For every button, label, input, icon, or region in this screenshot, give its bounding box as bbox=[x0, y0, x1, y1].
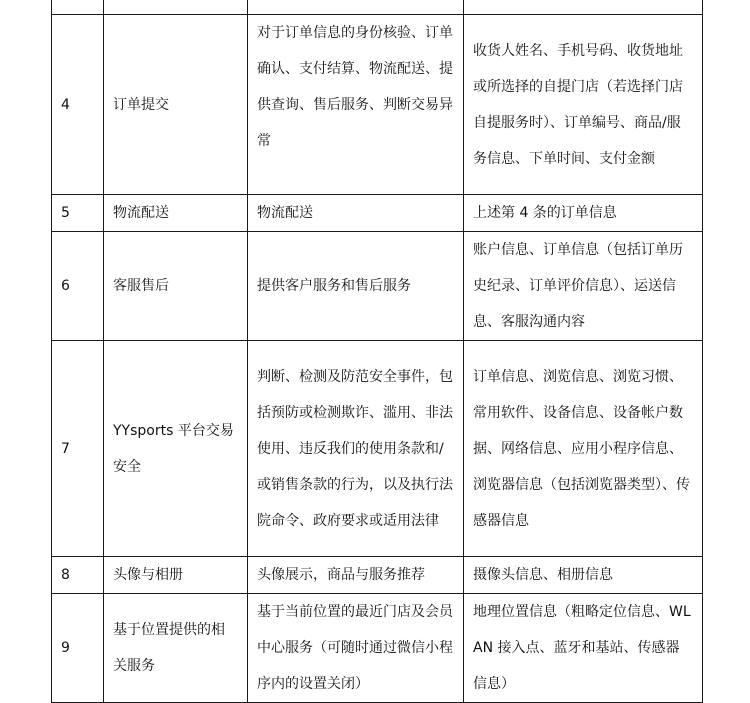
table-row bbox=[52, 232, 703, 341]
info-cell bbox=[464, 0, 703, 15]
row-number: 4 bbox=[61, 96, 70, 113]
function-name: 订单提交 bbox=[113, 96, 169, 113]
row-number: 5 bbox=[61, 205, 70, 221]
purpose-cell bbox=[248, 594, 464, 703]
row-number-cell bbox=[52, 341, 104, 557]
row-number-cell bbox=[52, 232, 104, 341]
purpose-cell bbox=[248, 0, 464, 15]
purpose-cell bbox=[248, 232, 464, 341]
purpose-cell bbox=[248, 557, 464, 594]
function-cell bbox=[104, 195, 248, 232]
purpose-cell bbox=[248, 15, 464, 195]
row-number-cell bbox=[52, 0, 104, 15]
info-text: 摄像头信息、相册信息 bbox=[473, 567, 613, 583]
function-name: 头像与相册 bbox=[113, 567, 183, 583]
table-row bbox=[52, 0, 703, 15]
row-number: 6 bbox=[61, 278, 70, 294]
function-cell bbox=[104, 0, 248, 15]
info-text: 上述第 4 条的订单信息 bbox=[473, 205, 617, 221]
table-row bbox=[52, 15, 703, 195]
purpose-text: 判断、检测及防范安全事件，包括预防或检测欺诈、滥用、非法使用、违反我们的使用条款和/或销售条款的行为，以及执行法院命令、政府要求或适用法律 bbox=[257, 368, 453, 529]
row-number: 7 bbox=[61, 440, 70, 457]
info-text: 订单信息、浏览信息、浏览习惯、常用软件、设备信息、设备帐户数据、网络信息、应用小程序信息、浏览器信息（包括浏览器类型）、传感器信息 bbox=[473, 368, 690, 529]
function-cell bbox=[104, 232, 248, 341]
function-name: YYsports 平台交易安全 bbox=[113, 422, 234, 475]
info-cell bbox=[464, 15, 703, 195]
purpose-text: 头像展示，商品与服务推荐 bbox=[257, 567, 425, 583]
info-text: 账户信息、订单信息（包括订单历史纪录、订单评价信息）、运送信息、客服沟通内容 bbox=[473, 242, 683, 330]
purpose-text: 基于当前位置的最近门店及会员中心服务（可随时通过微信小程序内的设置关闭） bbox=[257, 604, 453, 692]
function-cell bbox=[104, 594, 248, 703]
table-row bbox=[52, 341, 703, 557]
purpose-cell bbox=[248, 341, 464, 557]
info-cell bbox=[464, 594, 703, 703]
purpose-text: 对于订单信息的身份核验、订单确认、支付结算、物流配送、提供查询、售后服务、判断交易异常 bbox=[257, 25, 453, 149]
function-name: 客服售后 bbox=[113, 278, 169, 294]
function-cell bbox=[104, 557, 248, 594]
function-cell bbox=[104, 341, 248, 557]
info-cell bbox=[464, 195, 703, 232]
info-cell bbox=[464, 557, 703, 594]
purpose-text: 物流配送 bbox=[257, 205, 313, 221]
row-number-cell bbox=[52, 557, 104, 594]
info-text: 收货人姓名、手机号码、收货地址或所选择的自提门店（若选择门店自提服务时）、订单编号、商品/服务信息、下单时间、支付金额 bbox=[473, 42, 683, 167]
info-cell bbox=[464, 232, 703, 341]
purpose-cell bbox=[248, 195, 464, 232]
row-number-cell bbox=[52, 594, 104, 703]
function-name: 基于位置提供的相关服务 bbox=[113, 622, 225, 674]
function-cell bbox=[104, 15, 248, 195]
purpose-text: 提供客户服务和售后服务 bbox=[257, 278, 411, 294]
row-number-cell bbox=[52, 15, 104, 195]
table-row bbox=[52, 594, 703, 703]
personal-info-table bbox=[51, 0, 703, 703]
row-number: 9 bbox=[61, 640, 70, 656]
row-number-cell bbox=[52, 195, 104, 232]
info-text: 地理位置信息（粗略定位信息、WLAN 接入点、蓝牙和基站、传感器信息） bbox=[473, 604, 691, 692]
table-row bbox=[52, 557, 703, 594]
info-cell bbox=[464, 341, 703, 557]
row-number: 8 bbox=[61, 567, 70, 583]
function-name: 物流配送 bbox=[113, 205, 169, 221]
table-row bbox=[52, 195, 703, 232]
